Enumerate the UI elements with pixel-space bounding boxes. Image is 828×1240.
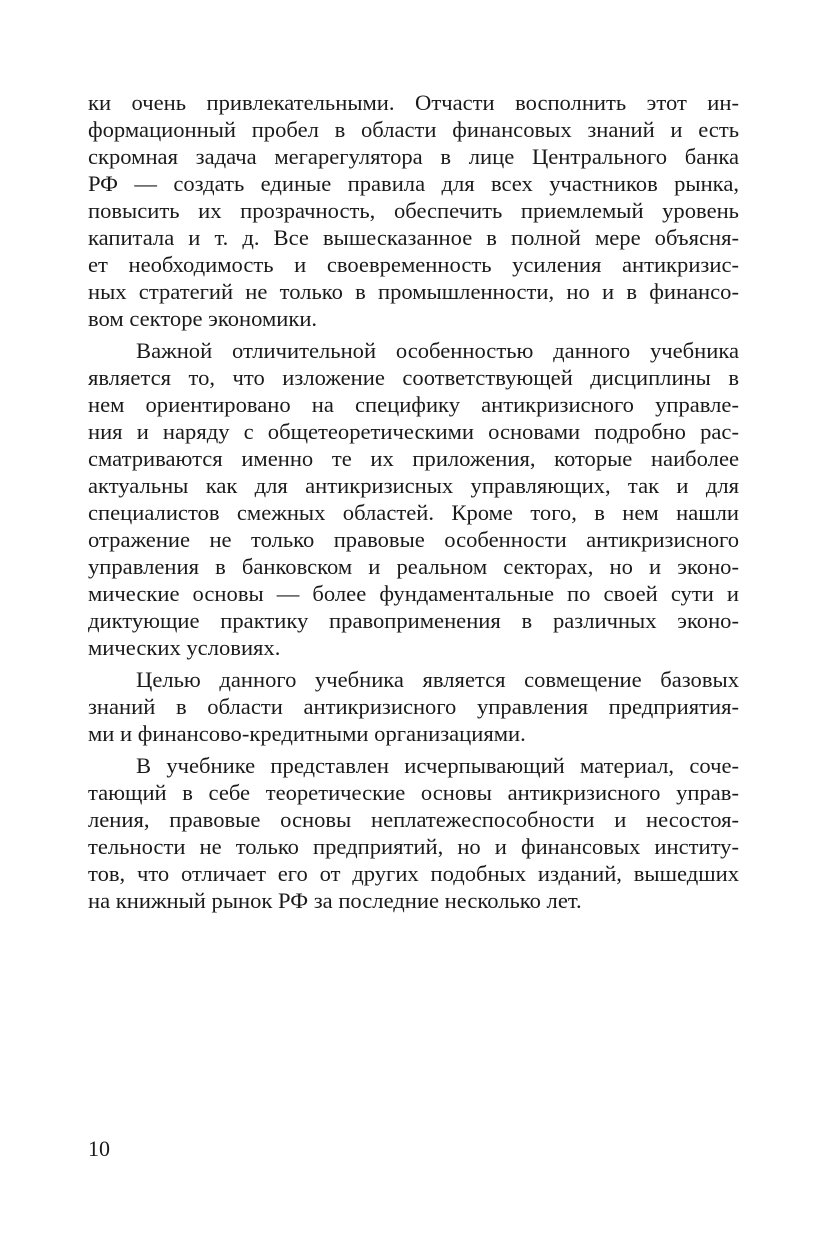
- text-line: ления, правовые основы неплатежеспособности и несостоя-: [88, 807, 739, 832]
- text-line: управления в банковском и реальном секторах, но и эконо-: [88, 554, 739, 579]
- text-line: ми и финансово-кредитными организациями.: [88, 721, 526, 746]
- text-line: отражение не только правовые особенности антикризисного: [88, 527, 739, 552]
- text-line: знаний в области антикризисного управления предприятия-: [88, 694, 739, 719]
- page-number: 10: [88, 1136, 110, 1161]
- text-line: нем ориентировано на специфику антикризисного управле-: [88, 392, 739, 417]
- text-line: тов, что отличает его от других подобных изданий, вышедших: [88, 861, 739, 886]
- text-line: актуальны как для антикризисных управляющих, так и для: [88, 473, 739, 498]
- text-line: мические основы — более фундаментальные по своей сути и: [88, 581, 739, 606]
- text-line: ных стратегий не только в промышленности, но и в финансо-: [88, 279, 739, 304]
- text-line: Важной отличительной особенностью данного учебника: [136, 338, 739, 363]
- text-line: Целью данного учебника является совмещение базовых: [136, 667, 739, 692]
- text-line: ет необходимость и своевременность усиления антикризис-: [88, 252, 739, 277]
- text-line: капитала и т. д. Все вышесказанное в полной мере объясня-: [88, 225, 739, 250]
- text-line: мических условиях.: [88, 635, 281, 660]
- text-line: тающий в себе теоретические основы антикризисного управ-: [88, 780, 739, 805]
- text-line: вом секторе экономики.: [88, 306, 318, 331]
- text-line: сматриваются именно те их приложения, которые наиболее: [88, 446, 739, 471]
- text-line: тельности не только предприятий, но и финансовых институ-: [88, 834, 739, 859]
- text-line: ки очень привлекательными. Отчасти восполнить этот ин-: [88, 90, 739, 115]
- text-line: В учебнике представлен исчерпывающий материал, соче-: [136, 753, 739, 778]
- text-line: на книжный рынок РФ за последние несколько лет.: [88, 888, 582, 913]
- text-line: диктующие практику правоприменения в различных эконо-: [88, 608, 739, 633]
- text-line: является то, что изложение соответствующей дисциплины в: [88, 365, 739, 390]
- text-line: формационный пробел в области финансовых знаний и есть: [88, 117, 739, 142]
- text-line: скромная задача мегарегулятора в лице Центрального банка: [88, 144, 739, 169]
- text-line: ния и наряду с общетеоретическими основами подробно рас-: [88, 419, 739, 444]
- text-line: РФ — создать единые правила для всех участников рынка,: [88, 171, 739, 196]
- text-line: повысить их прозрачность, обеспечить приемлемый уровень: [88, 198, 739, 223]
- text-line: специалистов смежных областей. Кроме того, в нем нашли: [88, 500, 739, 525]
